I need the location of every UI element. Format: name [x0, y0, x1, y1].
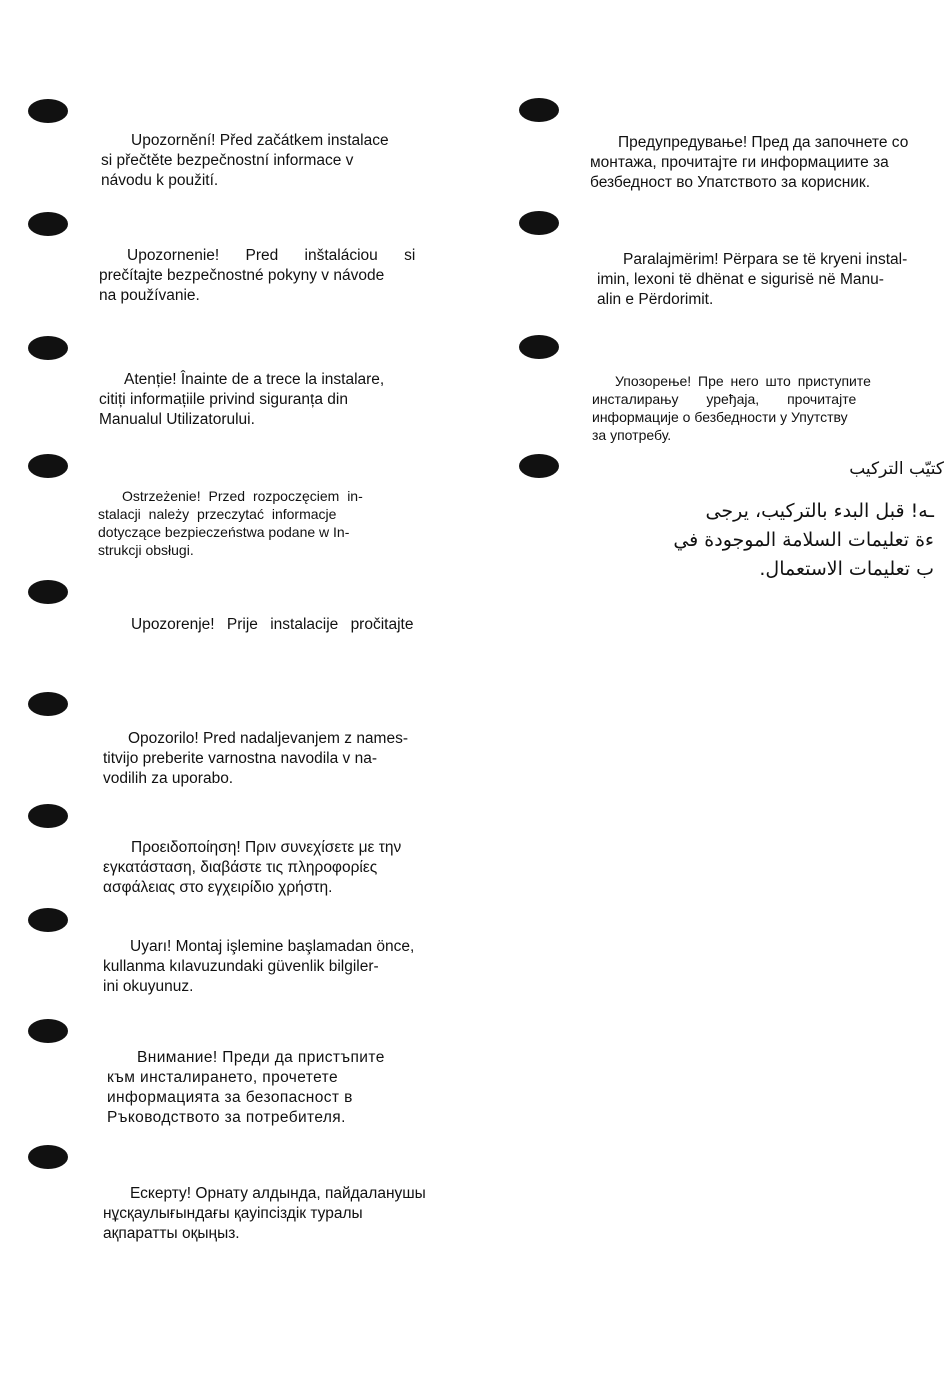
language-bullet-sr — [519, 335, 559, 359]
warning-line: kullanma kılavuzundaki güvenlik bilgiler- — [103, 958, 379, 975]
warning-text-sl — [103, 729, 423, 789]
language-bullet-bg — [28, 1019, 68, 1043]
warning-line: Uyarı! Montaj işlemine başlamadan önce, — [130, 938, 415, 955]
warning-line: Ostrzeżenie! Przed rozpoczęciem in- — [122, 488, 363, 504]
warning-text-ro — [99, 370, 429, 430]
warning-line: ασφάλειας στο εγχειρίδιο χρήστη. — [103, 879, 333, 896]
warning-line: stalacji należy przeczytać informacje — [98, 506, 337, 522]
warning-line: strukcji obsługi. — [98, 542, 194, 558]
warning-line: информацията за безопасност в — [107, 1089, 353, 1106]
warning-line: citiți informațiile privind siguranța din — [99, 391, 348, 408]
warning-text-sr — [592, 372, 882, 444]
language-bullet-tr — [28, 908, 68, 932]
warning-line: ақпаратты оқыңыз. — [103, 1225, 240, 1242]
warning-line: за употребу. — [592, 427, 672, 443]
language-bullet-ar — [519, 454, 559, 478]
language-bullet-sl — [28, 692, 68, 716]
warning-line: vodilih za uporabo. — [103, 770, 234, 787]
warning-line: информације о безбедности у Упутству — [592, 409, 848, 425]
warning-line: Упозорење! Пре него што приступите — [615, 373, 871, 389]
warning-text-ar — [644, 497, 934, 584]
warning-text-kk — [103, 1184, 433, 1244]
warning-line: Atenție! Înainte de a trece la instalare, — [124, 371, 385, 388]
language-bullet-kk — [28, 1145, 68, 1169]
warning-text-tr — [103, 937, 433, 997]
warning-line: Manualul Utilizatorului. — [99, 411, 255, 428]
warning-line: нұсқаулығындағы қауіпсіздік туралы — [103, 1205, 363, 1222]
warning-line: Upozornění! Před začátkem instalace — [131, 132, 389, 149]
warning-text-sq — [597, 250, 927, 310]
warning-line: na používanie. — [99, 287, 200, 304]
language-bullet-mk — [519, 98, 559, 122]
language-bullet-pl — [28, 454, 68, 478]
warning-line: инсталирању уређаја, прочитајте — [592, 391, 857, 407]
warning-text-mk — [590, 133, 920, 193]
warning-line: si přečtěte bezpečnostní informace v — [101, 152, 354, 169]
warning-line: Opozorilo! Pred nadaljevanjem z names- — [128, 730, 408, 747]
language-bullet-sk — [28, 212, 68, 236]
warning-text-bg — [107, 1048, 417, 1128]
language-bullet-sq — [519, 211, 559, 235]
warning-line: Внимание! Преди да пристъпите — [137, 1049, 385, 1066]
warning-line: ءة تعليمات السلامة الموجودة في — [673, 529, 934, 551]
warning-text-hr — [131, 615, 431, 635]
warning-line: монтажа, прочитајте ги информациите за — [590, 154, 889, 171]
warning-line: titvijo preberite varnostna navodila v na- — [103, 750, 377, 767]
warning-text-sk — [99, 246, 429, 306]
warning-line: безбедност во Упатството за корисник. — [590, 174, 870, 191]
warning-line: Предупредување! Пред да започнете со — [618, 134, 909, 151]
warning-line: ـه! قبل البدء بالتركيب، يرجى — [705, 500, 934, 522]
language-bullet-cs — [28, 99, 68, 123]
warning-line: imin, lexoni të dhënat e sigurisë në Manu- — [597, 271, 884, 288]
warning-line: εγκατάσταση, διαβάστε τις πληροφορίες — [103, 859, 378, 876]
warning-line: Προειδοποίηση! Πριν συνεχίσετε με την — [131, 839, 402, 856]
warning-line: návodu k použití. — [101, 172, 219, 189]
warning-text-pl — [98, 487, 408, 559]
warning-line: Ескерту! Орнату алдында, пайдаланушы — [130, 1185, 426, 1202]
warning-line: ب تعليمات الاستعمال. — [759, 558, 934, 580]
language-bullet-ro — [28, 336, 68, 360]
warning-line: ini okuyunuz. — [103, 978, 194, 995]
warning-line: Upozorenje! Prije instalacije pročitajte — [131, 616, 414, 633]
warning-line: alin e Përdorimit. — [597, 291, 714, 308]
warning-line: prečítajte bezpečnostné pokyny v návode — [99, 267, 385, 284]
warning-line: към инсталирането, прочетете — [107, 1069, 338, 1086]
language-bullet-hr — [28, 580, 68, 604]
warning-line: Upozornenie! Pred inštaláciou si — [127, 247, 416, 264]
warning-text-el — [103, 838, 433, 898]
arabic-section-title: كتيّب التركيب — [849, 459, 944, 479]
warning-line: dotyczące bezpieczeństwa podane w In- — [98, 524, 350, 540]
warning-text-cs — [101, 131, 431, 191]
warning-line: Paralajmërim! Përpara se të kryeni instal- — [623, 251, 908, 268]
language-bullet-el — [28, 804, 68, 828]
warning-line: Ръководството за потребителя. — [107, 1109, 346, 1126]
